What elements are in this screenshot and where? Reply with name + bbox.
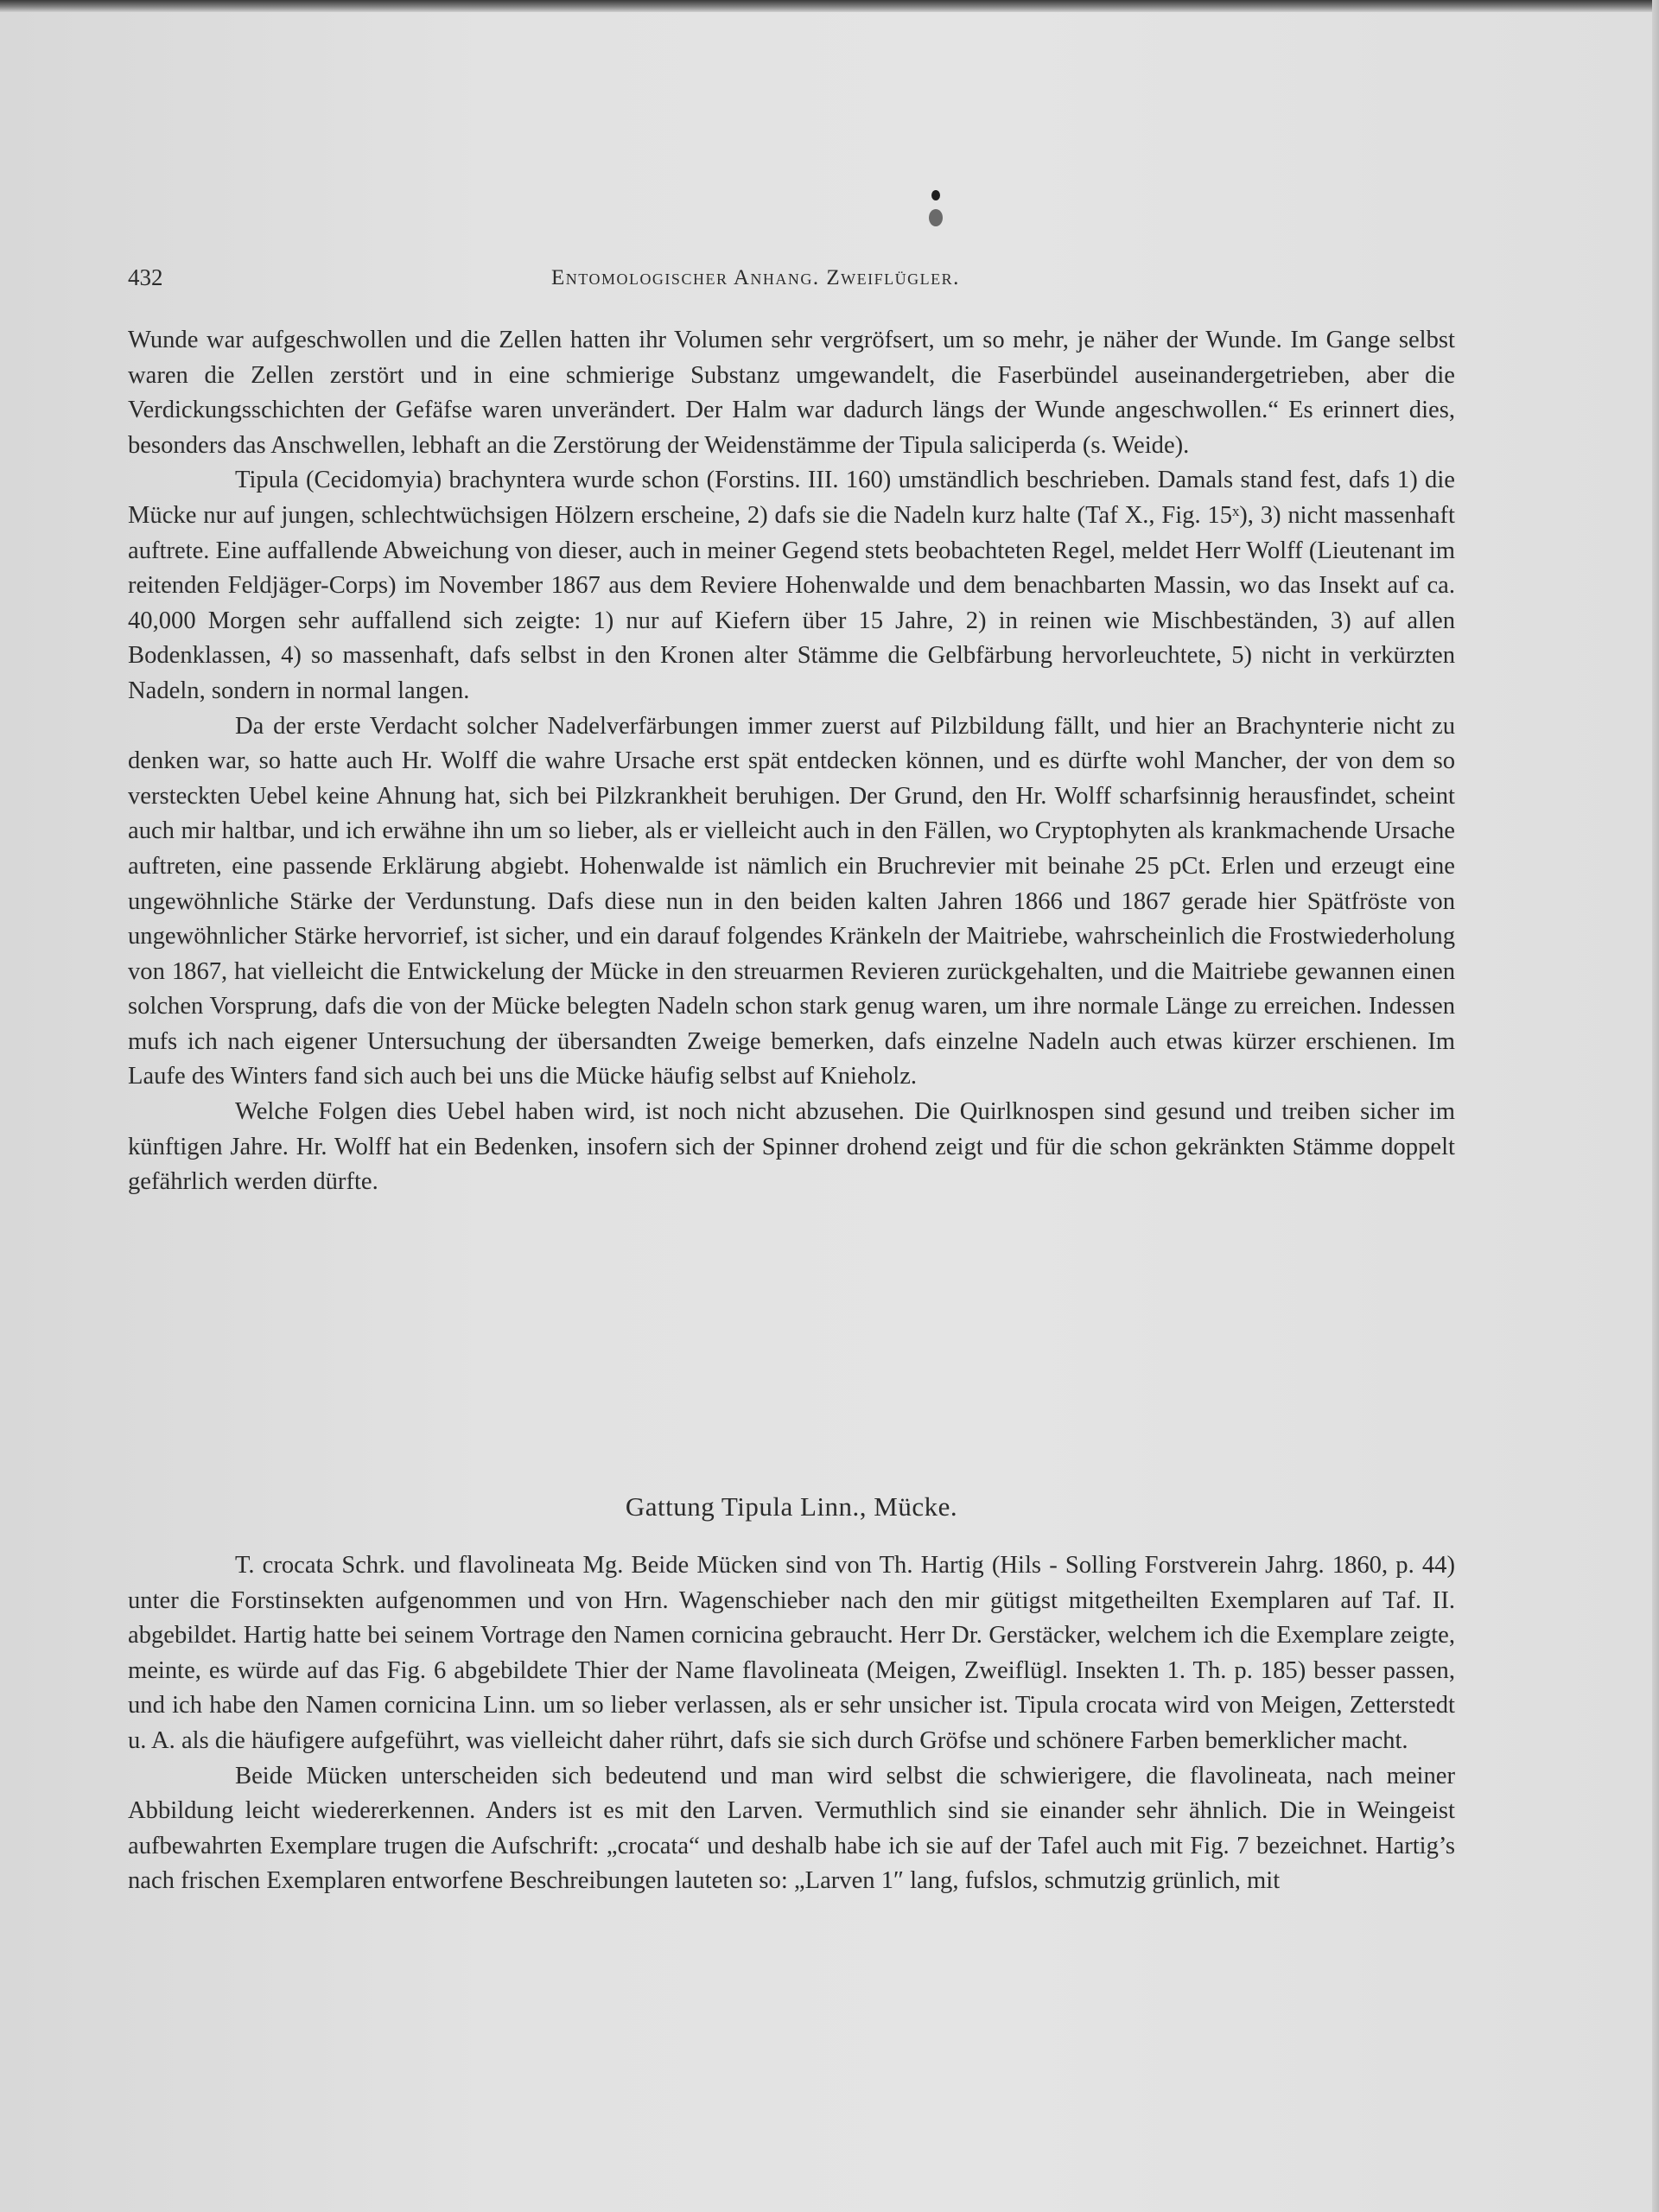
paragraph-1: Wunde war aufgeschwollen und die Zellen hatten ihr Volumen sehr vergröfsert, um so mehr, je näher der Wunde. Im Gange selbst waren die Zellen zerstört und in eine schmierige Substanz umgewandelt, die Faserbündel auseinandergetrieben, aber die Verdickungsschichten der Gefäfse waren unverändert. Der Halm war dadurch längs der Wunde angeschwollen.“ Es erinnert dies, besonders das Anschwellen, lebhaft an die Zerstörung der Weidenstämme der Tipula saliciperda (s. Weide).: [128, 327, 1455, 459]
paragraph-6: Beide Mücken unterscheiden sich bedeutend und man wird selbst die schwierigere, die flavolineata, nach meiner Abbildung leicht wiedererkennen. Anders ist es mit den Larven. Vermuthlich sind sie einander sehr ähnlich. Die in Weingeist aufbewahrten Exemplare trugen die Aufschrift: „crocata“ und deshalb habe ich sie auf der Tafel auch mit Fig. 7 bezeichnet. Hartig’s nach frischen Exemplaren entworfene Beschreibungen lauteten so: „Larven 1″ lang, fufslos, schmutzig grünlich, mit: [128, 1762, 1455, 1895]
paragraph-3: Da der erste Verdacht solcher Nadelverfärbungen immer zuerst auf Pilzbildung fällt, und hier an Brachynterie nicht zu denken war, so hatte auch Hr. Wolff die wahre Ursache erst spät entdecken können, und es dürfte wohl Mancher, der von dem so versteckten Uebel keine Ahnung hat, sich bei Pilzkrankheit beruhigen. Der Grund, den Hr. Wolff scharfsinnig herausfindet, scheint auch mir haltbar, und ich erwähne ihn um so lieber, als er vielleicht auch in den Fällen, wo Cryptophyten als krankmachende Ursache auftreten, eine passende Erklärung abgiebt. Hohenwalde ist nämlich ein Bruchrevier mit beinahe 25 pCt. Erlen und erzeugt eine ungewöhnliche Stärke der Verdunstung. Dafs diese nun in den beiden kalten Jahren 1866 und 1867 gerade hier Spätfröste von ungewöhnlicher Stärke hervorrief, ist sicher, und ein darauf folgendes Kränkeln der Maitriebe, wahrscheinlich die Frostwiederholung von 1867, hat vielleicht die Entwickelung der Mücke in den streuarmen Revieren zurückgehalten, und die Maitriebe gewannen einen solchen Vorsprung, dafs die von der Mücke belegten Nadeln schon stark genug waren, um ihre normale Länge zu erreichen. Indessen mufs ich nach eigener Untersuchung der übersandten Zweige bemerken, dafs einzelne Nadeln auch etwas kürzer erschienen. Im Laufe des Winters fand sich auch bei uns die Mücke häufig selbst auf Knieholz.: [128, 712, 1455, 1090]
ink-dot-large: [929, 209, 943, 226]
section-heading: Gattung Tipula Linn., Mücke.: [625, 1491, 958, 1522]
paragraph-4: Welche Folgen dies Uebel haben wird, ist noch nicht abzusehen. Die Quirlknospen sind gesund und treiben sicher im künftigen Jahre. Hr. Wolff hat ein Bedenken, insofern sich der Spinner drohend zeigt und für die schon gekränkten Stämme doppelt gefährlich werden dürfte.: [128, 1098, 1455, 1196]
page-header: [128, 264, 1459, 296]
paragraph-2: Tipula (Cecidomyia) brachyntera wurde schon (Forstins. III. 160) umständlich beschrieben. Damals stand fest, dafs 1) die Mücke nur auf jungen, schlechtwüchsigen Hölzern erscheine, 2) dafs sie die Nadeln kurz halte (Taf X., Fig. 15ˣ), 3) nicht massenhaft auftrete. Eine auffallende Abweichung von dieser, auch in meiner Gegend stets beobachteten Regel, meldet Herr Wolff (Lieutenant im reitenden Feldjäger-Corps) im November 1867 aus dem Reviere Hohenwalde und dem benachbarten Massin, wo das Insekt auf ca. 40,000 Morgen sehr auffallend sich zeigte: 1) nur auf Kiefern über 15 Jahre, 2) in reinen wie Mischbeständen, 3) auf allen Bodenklassen, 4) so massenhaft, dafs selbst in den Kronen alter Stämme die Gelbfärbung hervorleuchtete, 5) nicht in verkürzten Nadeln, sondern in normal langen.: [128, 467, 1455, 704]
ink-blot-mark: [928, 190, 944, 230]
running-head: Entomologischer Anhang. Zweiflügler.: [551, 266, 960, 289]
page-top-edge: [0, 0, 1659, 12]
page-number: 432: [128, 264, 163, 290]
ink-dot-small: [931, 190, 940, 200]
paragraph-5: T. crocata Schrk. und flavolineata Mg. Beide Mücken sind von Th. Hartig (Hils - Solling Forstverein Jahrg. 1860, p. 44) unter die Forstinsekten aufgenommen und von Hrn. Wagenschieber nach den mir gütigst mitgetheilten Exemplaren auf Taf. II. abgebildet. Hartig hatte bei seinem Vortrage den Namen cornicina gebraucht. Herr Dr. Gerstäcker, welchem ich die Exemplare zeigte, meinte, es würde auf das Fig. 6 abgebildete Thier der Name flavolineata (Meigen, Zweiflügl. Insekten 1. Th. p. 185) besser passen, und ich habe den Namen cornicina Linn. um so lieber verlassen, als er sehr unsicher ist. Tipula crocata wird von Meigen, Zetterstedt u. A. als die häufigere aufgeführt, was vielleicht daher rührt, dafs sie sich durch Gröfse und schönere Farben bemerklicher macht.: [128, 1552, 1455, 1754]
body-text: [128, 323, 1455, 1200]
section-body: [128, 1548, 1455, 1899]
page-right-edge: [1652, 0, 1659, 2212]
